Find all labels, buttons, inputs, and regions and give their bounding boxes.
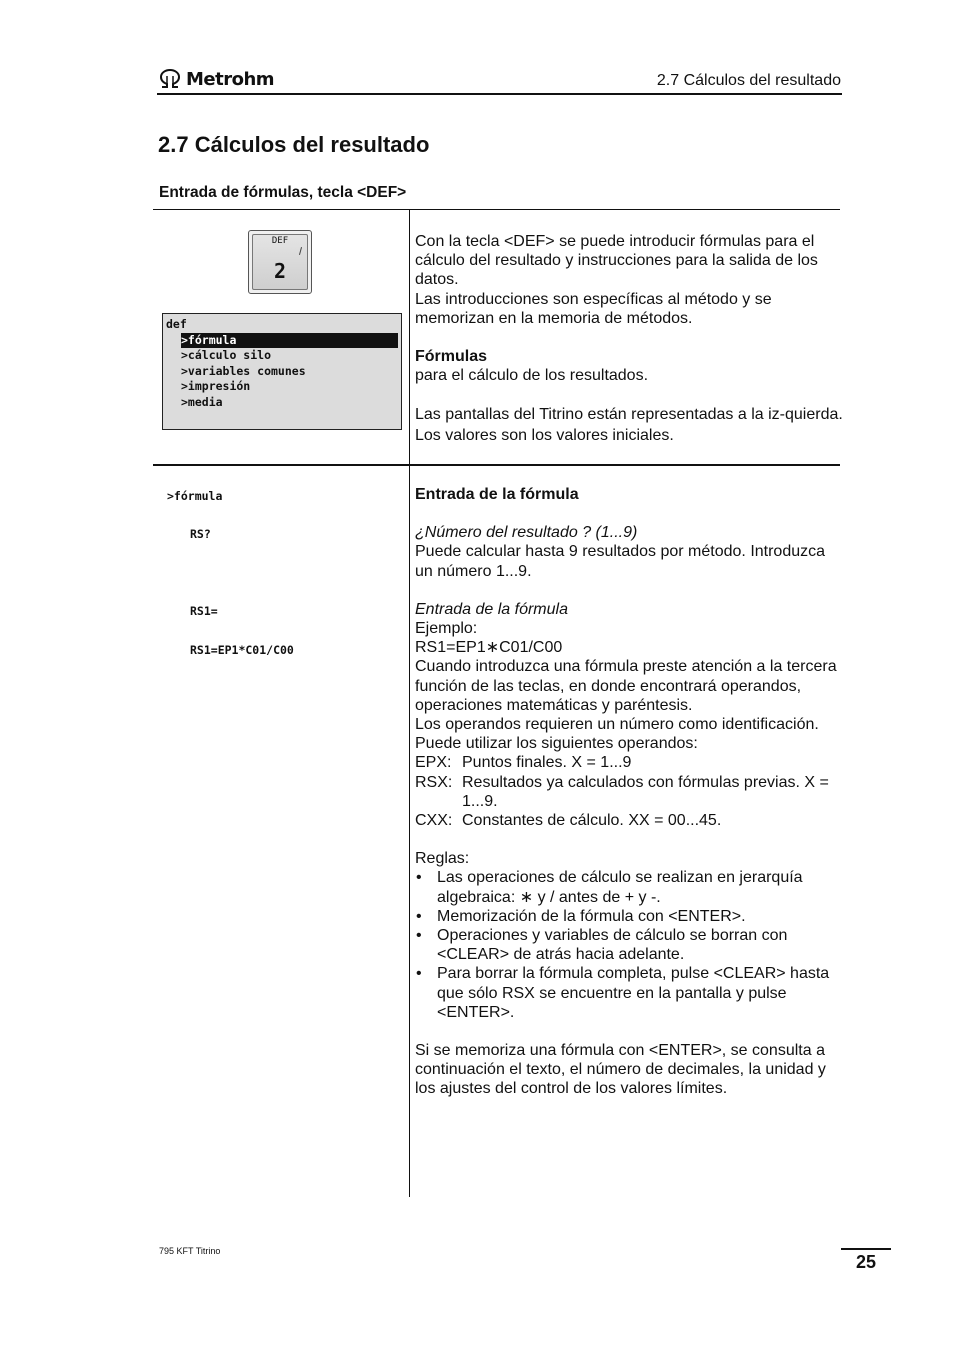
- def-key-icon: [248, 230, 312, 294]
- lcd-display: [162, 313, 402, 430]
- key-number: 2: [273, 259, 287, 283]
- page-number: 25: [855, 1252, 877, 1272]
- rule-item: • Para borrar la fórmula completa, pulse <CLEAR> hasta que sólo RSX se encuentre en la pantalla y pulse <ENTER>.: [416, 965, 830, 1021]
- entry-paragraph: Cuando introduzca una fórmula preste atención a la tercera función de las teclas, en donde encontrará operandos, operaciones matemáticas y paréntesis.: [415, 658, 837, 714]
- rules-label: Reglas:: [415, 850, 470, 868]
- lcd-item: >cálculo silo: [181, 348, 272, 362]
- result-number-prompt: ¿Número del resultado ? (1...9): [415, 524, 638, 542]
- rule-item: • Memorización de la fórmula con <ENTER>.: [416, 907, 746, 925]
- lcd-item: >variables comunes: [181, 363, 306, 378]
- omega-icon: [158, 68, 182, 90]
- display-formula: >fórmula: [167, 489, 223, 503]
- section-title: 2.7 Cálculos del resultado: [158, 132, 430, 157]
- page-number-rule: [841, 1248, 891, 1250]
- intro-paragraph: para el cálculo de los resultados.: [415, 367, 649, 385]
- example-label: Ejemplo:: [415, 620, 478, 638]
- formulas-heading: Fórmulas: [415, 348, 488, 366]
- display-rs1-example: RS1=EP1*C01/C00: [190, 643, 294, 657]
- table-row-rule: [153, 464, 840, 466]
- operand-item: CXX: Constantes de cálculo. XX = 00...45.: [415, 812, 722, 830]
- display-rs1: RS1=: [190, 604, 218, 618]
- intro-paragraph: Las introducciones son específicas al método y se memorizan en la memoria de métodos.: [415, 290, 772, 327]
- entry-paragraph: Puede calcular hasta 9 resultados por método. Introduzca un número 1...9.: [415, 543, 826, 580]
- entry-paragraph: Los operandos requieren un número como identificación. Puede utilizar los siguientes operandos:: [415, 716, 819, 753]
- lcd-item: >impresión: [181, 379, 251, 393]
- intro-paragraph: Las pantallas del Titrino están representadas a la iz-quierda. Los valores son los valores iniciales.: [415, 406, 843, 445]
- operand-item: RSX: Resultados ya calculados con fórmulas previas. X = 1...9.: [415, 773, 829, 810]
- formula-entry-text: [415, 485, 843, 1099]
- entry-heading: Entrada de la fórmula: [415, 486, 579, 503]
- metrohm-logo: [158, 66, 274, 92]
- example-formula: RS1=EP1∗C01/C00: [415, 639, 563, 657]
- rule-item: • Las operaciones de cálculo se realizan en jerarquía algebraica: ∗ y / antes de + y -.: [416, 869, 803, 906]
- header-section-ref: 2.7 Cálculos del resultado: [656, 72, 841, 89]
- lcd-selected-item: >fórmula: [181, 333, 398, 349]
- intro-text: [415, 232, 843, 446]
- entry-paragraph: Si se memoriza una fórmula con <ENTER>, se consulta a continuación el texto, el número de decimales, la unidad y los ajustes del control de los valores límites.: [415, 1042, 826, 1098]
- rule-item: • Operaciones y variables de cálculo se borran con <CLEAR> de atrás hacia adelante.: [416, 927, 788, 964]
- subsection-title: Entrada de fórmulas, tecla <DEF>: [159, 184, 407, 201]
- table-column-divider: [409, 209, 410, 1197]
- footer-product: 795 KFT Titrino: [159, 1246, 221, 1256]
- intro-paragraph: Con la tecla <DEF> se puede introducir fórmulas para el cálculo del resultado y instrucciones para la salida de los datos.: [415, 233, 818, 289]
- display-rs-question: RS?: [190, 527, 211, 541]
- key-label: DEF: [271, 236, 289, 246]
- header-rule: [157, 93, 842, 95]
- lcd-item: >media: [181, 394, 223, 409]
- table-top-rule: [153, 209, 840, 210]
- operand-item: EPX: Puntos finales. X = 1...9: [415, 754, 632, 772]
- formula-entry-prompt: Entrada de la fórmula: [415, 600, 568, 618]
- brand-name: Metrohm: [186, 68, 275, 90]
- lcd-title: def: [166, 317, 187, 331]
